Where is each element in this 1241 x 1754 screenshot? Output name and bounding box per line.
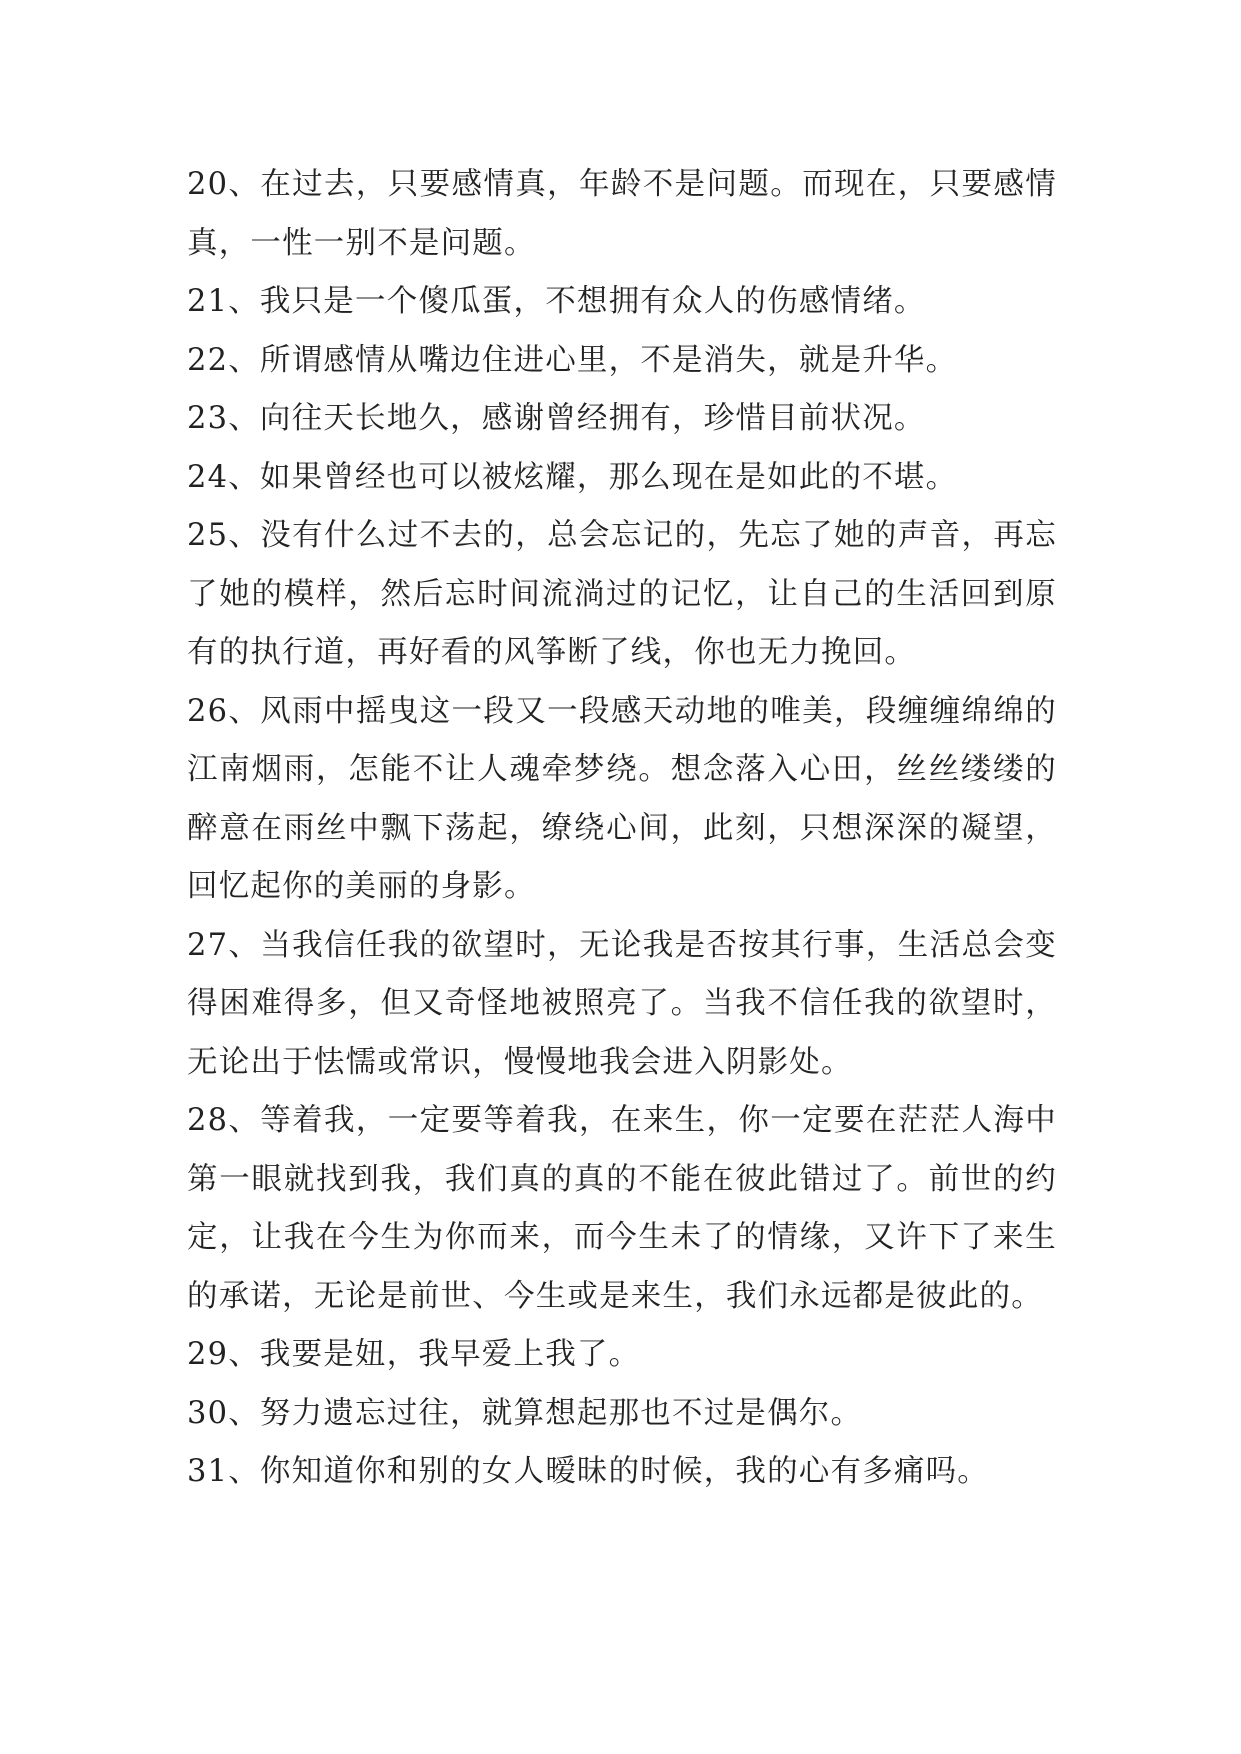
quote-entry-22: 22、所谓感情从嘴边住进心里，不是消失，就是升华。	[187, 342, 958, 378]
document-body	[187, 156, 1057, 1502]
quote-entry-21: 21、我只是一个傻瓜蛋，不想拥有众人的伤感情绪。	[187, 284, 926, 319]
quote-entry-30: 30、努力遗忘过往，就算想起那也不过是偶尔。	[187, 1395, 863, 1431]
quote-entry-23: 23、向往天长地久，感谢曾经拥有，珍惜目前状况。	[187, 401, 926, 436]
quote-entry-26: 26、风雨中摇曳这一段又一段感天动地的唯美，段缠缠绵绵的江南烟雨，怎能不让人魂牵梦绕。想念落入心田，丝丝缕缕的醉意在雨丝中飘下荡起，缭绕心间，此刻，只想深深的凝望，回忆起你的美丽的身影。	[187, 693, 1057, 904]
quote-entry-31: 31、你知道你和别的女人暧昧的时候，我的心有多痛吗。	[187, 1454, 990, 1489]
quote-entry-27: 27、当我信任我的欲望时，无论我是否按其行事，生活总会变得困难得多，但又奇怪地被照亮了。当我不信任我的欲望时，无论出于怯懦或常识，慢慢地我会进入阴影处。	[187, 927, 1057, 1080]
quote-entry-20: 20、在过去，只要感情真，年龄不是问题。而现在，只要感情真，一性一别不是问题。	[187, 167, 1057, 261]
quote-entry-25: 25、没有什么过不去的，总会忘记的，先忘了她的声音，再忘了她的模样，然后忘时间流淌过的记忆，让自己的生活回到原有的执行道，再好看的风筝断了线，你也无力挽回。	[187, 518, 1057, 670]
quote-entry-24: 24、如果曾经也可以被炫耀，那么现在是如此的不堪。	[187, 459, 958, 495]
quote-entry-29: 29、我要是妞，我早爱上我了。	[187, 1337, 641, 1372]
quote-entry-28: 28、等着我，一定要等着我，在来生，你一定要在茫茫人海中第一眼就找到我，我们真的真的不能在彼此错过了。前世的约定，让我在今生为你而来，而今生未了的情缘，又许下了来生的承诺，无论是前世、今生或是来生，我们永远都是彼此的。	[187, 1103, 1057, 1314]
